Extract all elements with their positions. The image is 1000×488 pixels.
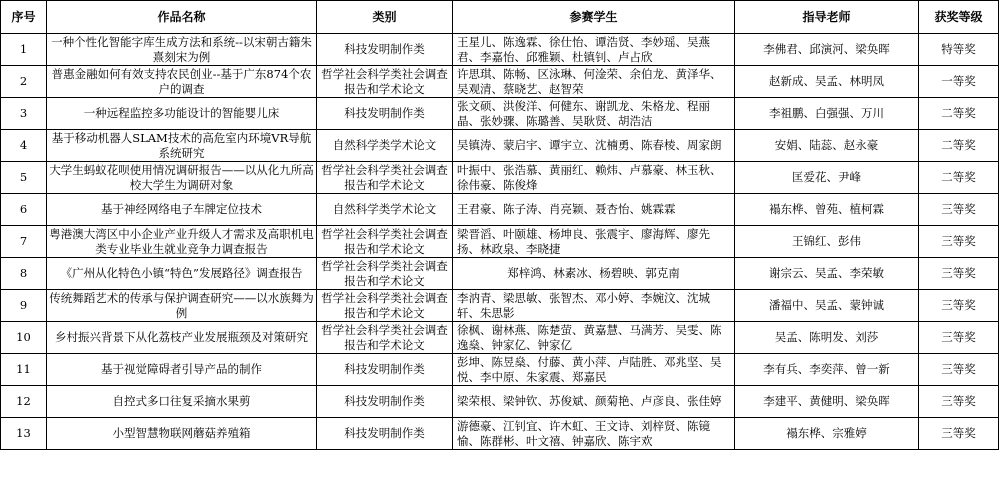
cell-teachers: 潘福中、吴孟、蒙钟诚 [735,290,919,322]
cell-award: 三等奖 [919,258,999,290]
cell-students: 梁荣根、梁钟钦、苏俊斌、颜菊艳、卢彦良、张佳婷 [453,386,735,418]
cell-students: 王君豪、陈子涛、肖亮颖、聂杏怡、姚霖霖 [453,194,735,226]
cell-title: 粤港澳大湾区中小企业产业升级人才需求及高职机电类专业毕业生就业竞争力调查报告 [47,226,317,258]
cell-students: 李汭青、梁思敏、张智杰、邓小婷、李婉汶、沈城轩、朱思影 [453,290,735,322]
cell-category: 科技发明制作类 [317,418,453,450]
cell-award: 三等奖 [919,194,999,226]
header-award: 获奖等级 [919,1,999,34]
cell-award: 二等奖 [919,130,999,162]
cell-award: 三等奖 [919,354,999,386]
cell-number: 2 [1,66,47,98]
cell-title: 乡村振兴背景下从化荔枝产业发展瓶颈及对策研究 [47,322,317,354]
cell-students: 郑梓鸿、林素冰、杨碧映、郭克南 [453,258,735,290]
cell-students: 许思琪、陈畅、区泳琳、何淦荣、余伯龙、黄泽华、吴观清、蔡晓艺、赵智荣 [453,66,735,98]
cell-award: 三等奖 [919,290,999,322]
cell-award: 特等奖 [919,34,999,66]
header-number: 序号 [1,1,47,34]
cell-students: 吴镇涛、蒙启宇、谭宇立、沈楠勇、陈春棱、周家朗 [453,130,735,162]
cell-category: 科技发明制作类 [317,354,453,386]
cell-teachers: 赵新成、吴孟、林明凤 [735,66,919,98]
table-row [1,162,999,194]
cell-award: 三等奖 [919,226,999,258]
cell-teachers: 李佛君、邱演河、梁奂晖 [735,34,919,66]
table-header-row [1,1,999,34]
cell-students: 徐枫、谢林燕、陈楚萤、黄嘉慧、马满芳、吴雯、陈逸燊、钟家亿、钟家亿 [453,322,735,354]
cell-students: 梁晋滔、叶颐雄、杨坤良、张震宇、廖海辉、廖先扬、林政泉、李晓捷 [453,226,735,258]
cell-teachers: 安娟、陆蕊、赵永豪 [735,130,919,162]
cell-teachers: 匡爱花、尹峰 [735,162,919,194]
table-row [1,354,999,386]
cell-teachers: 褟东桦、曾苑、植柯霖 [735,194,919,226]
cell-category: 科技发明制作类 [317,98,453,130]
cell-category: 哲学社会科学类社会调查报告和学术论文 [317,162,453,194]
table-row [1,66,999,98]
cell-award: 一等奖 [919,66,999,98]
cell-category: 哲学社会科学类社会调查报告和学术论文 [317,226,453,258]
cell-title: 基于神经网络电子车牌定位技术 [47,194,317,226]
cell-teachers: 谢宗云、吴孟、李荣敏 [735,258,919,290]
cell-teachers: 褟东桦、宗雅婷 [735,418,919,450]
table-row [1,290,999,322]
cell-award: 三等奖 [919,386,999,418]
cell-teachers: 吴孟、陈明发、刘莎 [735,322,919,354]
header-title: 作品名称 [47,1,317,34]
cell-number: 4 [1,130,47,162]
cell-title: 普惠金融如何有效支持农民创业--基于广东874个农户的调查 [47,66,317,98]
cell-title: 传统舞蹈艺术的传承与保护调查研究——以水族舞为例 [47,290,317,322]
cell-students: 王星儿、陈逸霖、徐仕怡、谭浩贤、李妙瑶、吴燕君、李嘉怡、邱雅颖、杜镇钊、卢占欣 [453,34,735,66]
cell-teachers: 李建平、黄健明、梁奂晖 [735,386,919,418]
cell-award: 三等奖 [919,418,999,450]
table-row [1,130,999,162]
cell-title: 自控式多口往复采摘水果剪 [47,386,317,418]
cell-number: 5 [1,162,47,194]
cell-number: 3 [1,98,47,130]
cell-number: 13 [1,418,47,450]
table-row [1,418,999,450]
cell-category: 自然科学类学术论文 [317,194,453,226]
cell-teachers: 李祖鹏、白强强、万川 [735,98,919,130]
cell-title: 基于移动机器人SLAM技术的高危室内环境VR导航系统研究 [47,130,317,162]
cell-title: 一种远程监控多功能设计的智能婴儿床 [47,98,317,130]
cell-award: 三等奖 [919,322,999,354]
table-row [1,34,999,66]
table-row [1,194,999,226]
cell-number: 10 [1,322,47,354]
header-teachers: 指导老师 [735,1,919,34]
table-row [1,322,999,354]
cell-students: 游德豪、江钊宜、许木虹、王文诗、刘梓贤、陈镜愉、陈群彬、叶文禧、钟嘉欣、陈宇欢 [453,418,735,450]
cell-number: 7 [1,226,47,258]
table-row [1,386,999,418]
cell-title: 基于视觉障碍者引导产品的制作 [47,354,317,386]
table-row [1,98,999,130]
cell-number: 8 [1,258,47,290]
cell-category: 哲学社会科学类社会调查报告和学术论文 [317,290,453,322]
cell-teachers: 王锦红、彭伟 [735,226,919,258]
cell-number: 11 [1,354,47,386]
cell-category: 哲学社会科学类社会调查报告和学术论文 [317,322,453,354]
table-row [1,226,999,258]
cell-number: 12 [1,386,47,418]
cell-teachers: 李有兵、李奕萍、曾一新 [735,354,919,386]
table-row [1,258,999,290]
cell-title: 一种个性化智能字库生成方法和系统--以宋朝古籍朱熹刻宋为例 [47,34,317,66]
cell-students: 叶振中、张浩慕、黄丽红、赖炜、卢慕豪、林玉秋、徐伟豪、陈俊烽 [453,162,735,194]
cell-number: 6 [1,194,47,226]
cell-category: 科技发明制作类 [317,34,453,66]
cell-students: 彭坤、陈昱燊、付藤、黄小萍、卢陆胜、邓兆坚、吴悦、李中原、朱家震、郑嘉民 [453,354,735,386]
cell-title: 《广州从化特色小镇“特色”发展路径》调查报告 [47,258,317,290]
cell-title: 大学生蚂蚁花呗使用情况调研报告——以从化九所高校大学生为调研对象 [47,162,317,194]
cell-award: 二等奖 [919,98,999,130]
cell-students: 张文硕、洪俊洋、何健东、谢凯龙、朱格龙、程丽晶、张妙骤、陈璐善、吴耿贤、胡浩洁 [453,98,735,130]
cell-number: 1 [1,34,47,66]
header-category: 类别 [317,1,453,34]
header-students: 参赛学生 [453,1,735,34]
cell-title: 小型智慧物联网蘑菇养殖箱 [47,418,317,450]
cell-category: 自然科学类学术论文 [317,130,453,162]
cell-number: 9 [1,290,47,322]
cell-category: 哲学社会科学类社会调查报告和学术论文 [317,258,453,290]
cell-category: 哲学社会科学类社会调查报告和学术论文 [317,66,453,98]
cell-award: 二等奖 [919,162,999,194]
cell-category: 科技发明制作类 [317,386,453,418]
